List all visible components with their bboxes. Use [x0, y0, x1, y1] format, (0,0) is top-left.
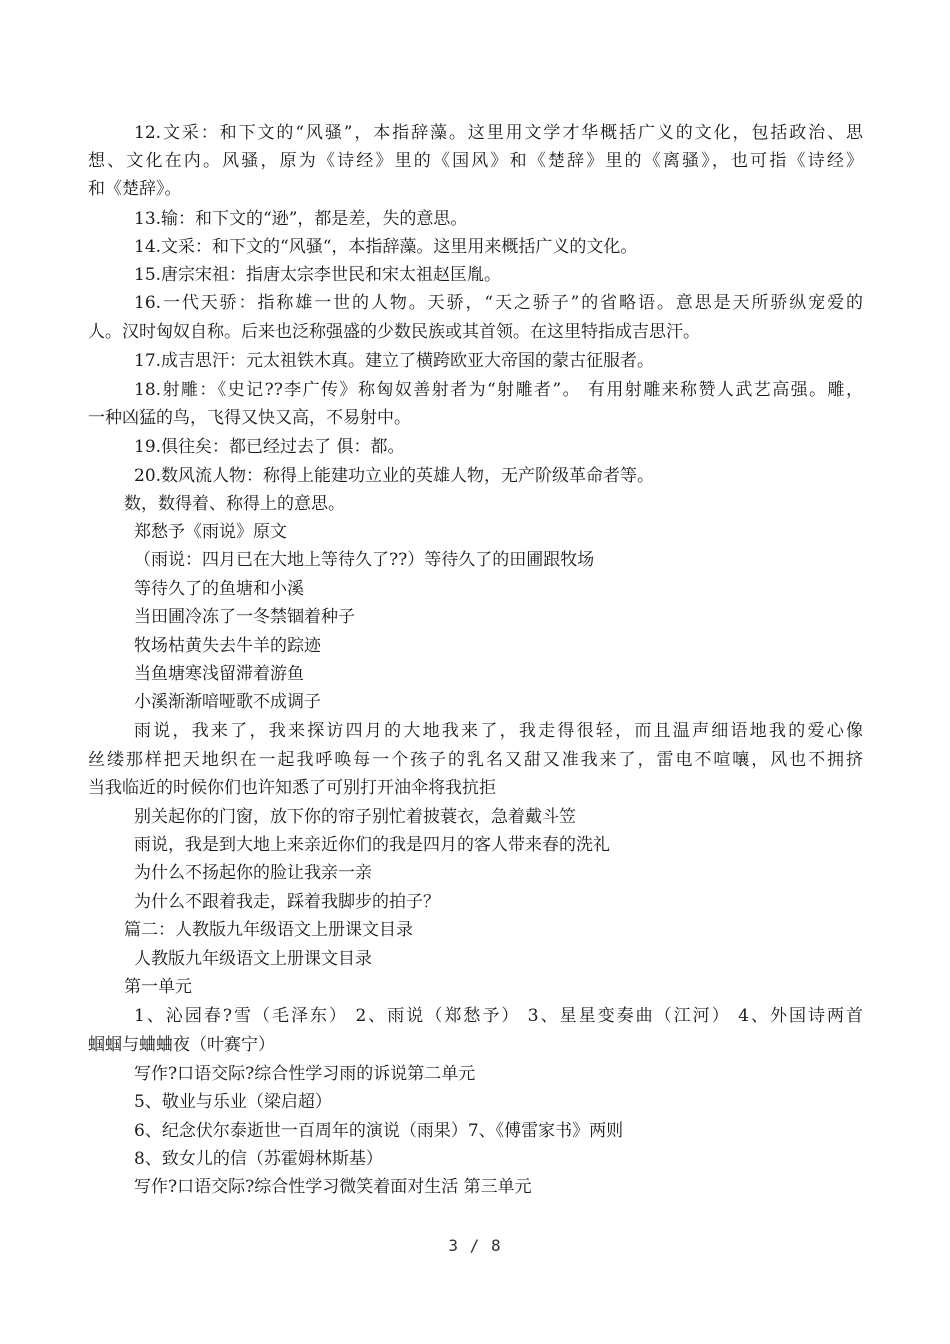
text-line: 和《楚辞》。: [88, 179, 182, 199]
text-line: 郑愁予《雨说》原文: [134, 522, 287, 542]
text-line: 雨说，我来了，我来探访四月的大地我来了，我走得很轻，而且温声细语地我的爱心像: [134, 721, 863, 741]
text-line: 12.文采：和下文的“风骚”，本指辞藻。这里用文学才华概括广义的文化，包括政治、思: [134, 123, 863, 143]
text-line: 1、沁园春?雪（毛泽东） 2、雨说（郑愁予） 3、星星变奏曲（江河） 4、外国诗两首: [134, 1006, 863, 1026]
text-line: 5、敬业与乐业（梁启超）: [134, 1092, 332, 1112]
text-line: 牧场枯黄失去牛羊的踪迹: [134, 636, 321, 656]
text-line: 为什么不扬起你的脸让我亲一亲: [134, 863, 372, 883]
text-line: 写作?口语交际?综合性学习雨的诉说第二单元: [134, 1064, 476, 1084]
text-line: 为什么不跟着我走，踩着我脚步的拍子？: [134, 892, 440, 912]
text-line: （雨说：四月已在大地上等待久了??）等待久了的田圃跟牧场: [134, 550, 595, 570]
text-line: 18.射雕：《史记??李广传》称匈奴善射者为“射雕者”。 有用射雕来称赞人武艺高强。雕，: [134, 380, 863, 400]
text-line: 6、纪念伏尔泰逝世一百周年的演说（雨果）7、《傅雷家书》两则: [134, 1121, 624, 1141]
text-line: 别关起你的门窗，放下你的帘子别忙着披蓑衣，急着戴斗笠: [134, 807, 576, 827]
text-line: 当我临近的时候你们也许知悉了可别打开油伞将我抗拒: [88, 778, 496, 798]
text-line: 8、致女儿的信（苏霍姆林斯基）: [134, 1149, 383, 1169]
text-line: 想、文化在内。风骚，原为《诗经》里的《国风》和《楚辞》里的《离骚》，也可指《诗经》: [88, 151, 863, 171]
text-line: 当鱼塘寒浅留滞着游鱼: [134, 664, 304, 684]
text-line: 等待久了的鱼塘和小溪: [134, 579, 304, 599]
text-line: 14.文采：和下文的“风骚“，本指辞藻。这里用来概括广义的文化。: [134, 237, 638, 257]
text-line: 蝈蝈与蛐蛐夜（叶赛宁）: [88, 1035, 275, 1055]
text-line: 数，数得着、称得上的意思。: [124, 494, 345, 514]
text-line: 一种凶猛的鸟，飞得又快又高，不易射中。: [88, 408, 411, 428]
text-line: 17.成吉思汗：元太祖铁木真。建立了横跨欧亚大帝国的蒙古征服者。: [134, 351, 655, 371]
text-line: 丝缕那样把天地织在一起我呼唤每一个孩子的乳名又甜又准我来了，雷电不喧嚷，风也不拥挤: [88, 750, 863, 770]
page-number: 3 / 8: [448, 1236, 502, 1255]
text-line: 写作?口语交际?综合性学习微笑着面对生活 第三单元: [134, 1177, 532, 1197]
text-line: 人。汉时匈奴自称。后来也泛称强盛的少数民族或其首领。在这里特指成吉思汗。: [88, 322, 700, 342]
text-line: 15.唐宗宋祖：指唐太宗李世民和宋太祖赵匡胤。: [134, 265, 502, 285]
text-line: 当田圃冷冻了一冬禁锢着种子: [134, 607, 355, 627]
unit-heading: 第一单元: [124, 977, 192, 997]
text-line: 19.俱往矣：都已经过去了 俱：都。: [134, 437, 405, 457]
text-line: 雨说，我是到大地上来亲近你们的我是四月的客人带来春的洗礼: [134, 835, 610, 855]
text-line: 13.输：和下文的“逊”，都是差，失的意思。: [134, 209, 468, 229]
text-line: 小溪渐渐喑哑歌不成调子: [134, 692, 321, 712]
text-line: 人教版九年级语文上册课文目录: [134, 949, 372, 969]
text-line: 16.一代天骄：指称雄一世的人物。天骄，“天之骄子”的省略语。意思是天所骄纵宠爱的: [134, 293, 863, 313]
section-heading: 篇二：人教版九年级语文上册课文目录: [124, 920, 413, 940]
text-line: 20.数风流人物：称得上能建功立业的英雄人物，无产阶级革命者等。: [134, 466, 655, 486]
